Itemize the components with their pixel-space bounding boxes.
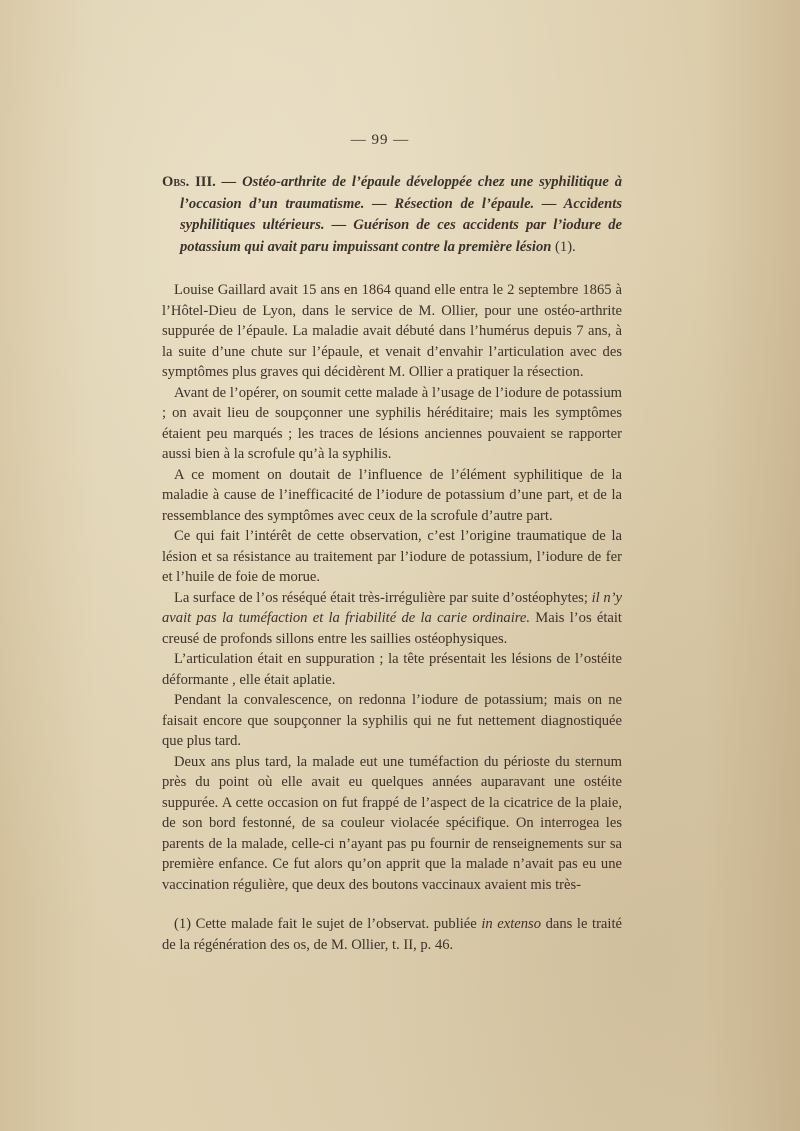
- paragraph-7: Pendant la convalescence, on redonna l’iodure de potassium; mais on ne faisait encore que soupçonner la syphilis qui ne fut nettement diagnostiquée que plus tard.: [162, 692, 622, 749]
- observation-label: Obs. III.: [162, 174, 216, 190]
- paragraph-2: Avant de l’opérer, on soumit cette malade à l’usage de l’iodure de potassium ; on avait lieu de soupçonner une syphilis héréditaire; mais les symptômes étaient peu marqués ; les traces de lésions anciennes pouvaient se rapporter aussi bien à la scrofule qu’à la syphilis.: [162, 384, 622, 462]
- paragraph-5: [162, 588, 622, 650]
- paragraph-6: L’articulation était en suppuration ; la tête présentait les lésions de l’ostéite déformante , elle était aplatie.: [162, 651, 622, 688]
- paragraph-4: Ce qui fait l’intérêt de cette observation, c’est l’origine traumatique de la lésion et sa résistance au traitement par l’iodure de potassium, l’iodure de fer et l’huile de foie de morue.: [162, 528, 622, 585]
- paragraph-5-end: Mais l’os était creusé de profonds sillons entre les saillies ostéophysiques.: [162, 610, 622, 647]
- footnote-text-end: dans le traité de la régénération des os, de M. Ollier, t. II, p. 46.: [162, 916, 622, 953]
- observation-heading: [162, 172, 622, 258]
- paragraph-5-start: La surface de l’os réséqué était très-irrégulière par suite d’ostéophytes;: [174, 589, 592, 606]
- observation-title: — Ostéo-arthrite de l’épaule développée chez une syphilitique à l’occasion d’un traumatisme. — Résection de l’épaule. — Accidents syphilitiques ultérieurs. — Guérison de ces accidents par l’iodure de potassium qui avait paru impuissant contre la première lésion: [180, 174, 622, 255]
- observation-heading-line: [162, 172, 622, 258]
- page-number: — 99 —: [350, 132, 410, 148]
- footnote-reference: (1).: [555, 238, 576, 255]
- footnote-text-start: (1) Cette malade fait le sujet de l’observat. publiée: [174, 916, 482, 932]
- paragraph-3: A ce moment on doutait de l’influence de l’élément syphilitique de la maladie à cause de l’inefficacité de l’iodure de potassium d’une part, et de la ressemblance des symptômes avec ceux de la scrofule d’autre part.: [162, 466, 622, 524]
- paragraph-8: Deux ans plus tard, la malade eut une tuméfaction du périoste du sternum près du point où elle avait eu quelques années auparavant une ostéite suppurée. A cette occasion on fut frappé de l’aspect de la cicatrice de la plaie, de son bord festonné, de sa couleur violacée spécifique. On interrogea les parents de la malade, celle-ci n’ayant pas pu fournir de renseignements sur sa première enfance. Ce fut alors qu’on apprit que la malade n’avait pas eu une vaccination régulière, que deux des boutons vaccinaux avaient mis très-: [162, 753, 622, 893]
- paragraph-1: Louise Gaillard avait 15 ans en 1864 quand elle entra le 2 septembre 1865 à l’Hôtel-Dieu de Lyon, dans le service de M. Ollier, pour une ostéo-arthrite suppurée de l’épaule. La maladie avait débuté dans l’humérus depuis 7 ans, à la suite d’une chute sur l’épaule, et venait d’envahir l’articulation avec des symptômes plus graves qui décidèrent M. Ollier a pratiquer la résection.: [162, 282, 622, 380]
- main-text: [162, 172, 622, 895]
- footnote-italic: in extenso: [481, 916, 542, 932]
- paragraph-5-italic: il n’y avait pas la tuméfaction et la friabilité de la carie ordinaire.: [162, 589, 622, 626]
- footnote: [162, 914, 622, 956]
